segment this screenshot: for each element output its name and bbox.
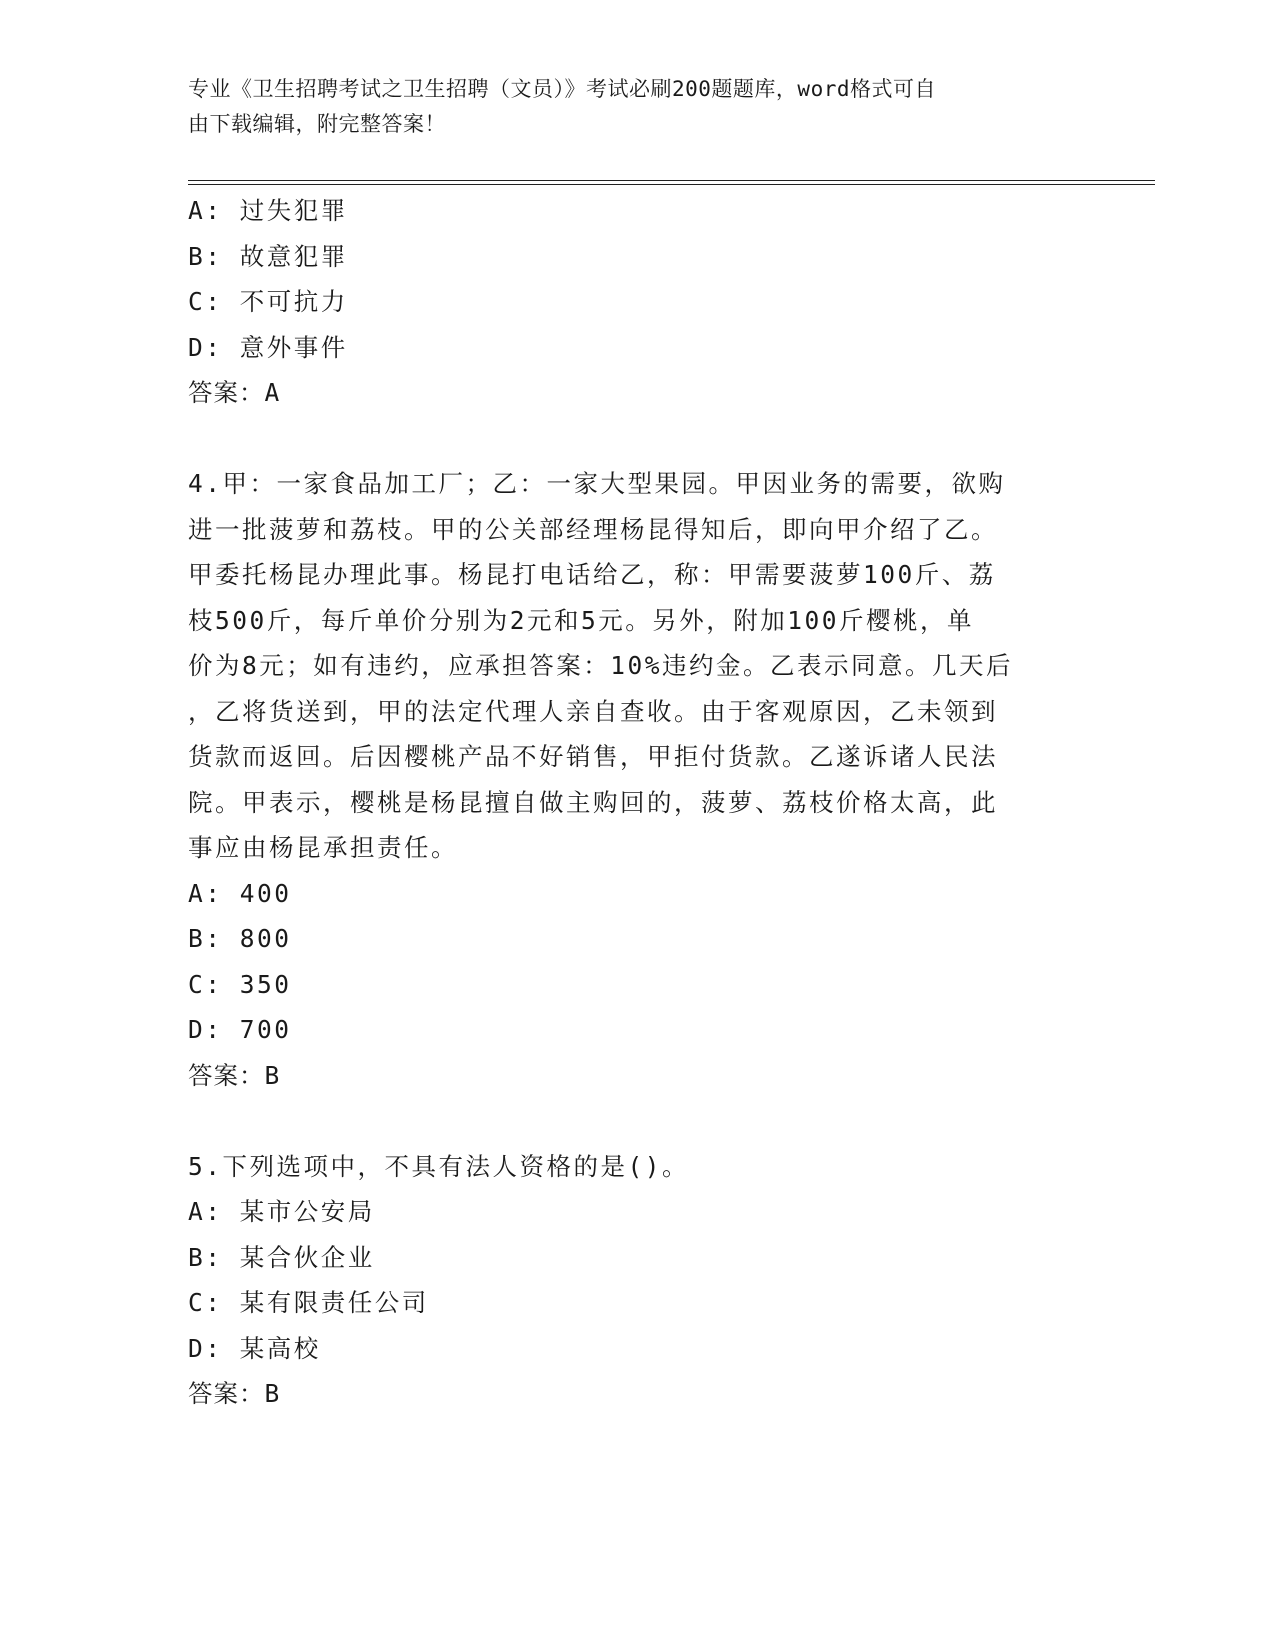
spacer (188, 416, 1088, 462)
option-a: A: 某市公安局 (188, 1197, 375, 1226)
question-text-line: 货款而返回。后因樱桃产品不好销售，甲拒付货款。乙遂诉诸人民法 (188, 742, 998, 771)
option-b: B: 800 (188, 924, 292, 953)
question-text-line: 甲委托杨昆办理此事。杨昆打电话给乙，称：甲需要菠萝100斤、荔 (188, 560, 996, 589)
option-a: A: 过失犯罪 (188, 196, 348, 225)
question-3-block (188, 188, 1088, 416)
document-header (188, 72, 1078, 142)
option-a: A: 400 (188, 878, 292, 908)
header-divider-top (188, 180, 1155, 181)
question-text-line: 4.甲：一家食品加工厂；乙：一家大型果园。甲因业务的需要，欲购 (188, 469, 1006, 498)
spacer (188, 1098, 1088, 1144)
question-text (188, 461, 1068, 871)
header-title-line-2: 由下载编辑，附完整答案！ (188, 112, 446, 136)
question-text-line: ，乙将货送到，甲的法定代理人亲自查收。由于客观原因，乙未领到 (188, 696, 998, 726)
option-d: D: 意外事件 (188, 332, 348, 362)
question-text-line: 院。甲表示，樱桃是杨昆擅自做主购回的，菠萝、荔枝价格太高，此 (188, 787, 998, 817)
question-text-line: 进一批菠萝和荔枝。甲的公关部经理杨昆得知后，即向甲介绍了乙。 (188, 514, 998, 544)
header-divider-bottom (188, 184, 1155, 185)
option-b: B: 故意犯罪 (188, 241, 348, 271)
answer-line: 答案：A (188, 378, 281, 407)
option-d: D: 某高校 (188, 1333, 321, 1363)
question-text-line: 事应由杨昆承担责任。 (188, 833, 458, 862)
option-c: C: 某有限责任公司 (188, 1288, 429, 1317)
question-text-line: 枝500斤，每斤单价分别为2元和5元。另外，附加100斤樱桃，单 (188, 605, 974, 635)
option-d: D: 700 (188, 1015, 292, 1044)
answer-line: 答案：B (188, 1060, 281, 1090)
option-c: C: 不可抗力 (188, 287, 348, 316)
document-body (188, 188, 1088, 1417)
question-text: 5.下列选项中，不具有法人资格的是()。 (188, 1151, 689, 1181)
question-5-block (188, 1144, 1088, 1417)
header-title-line-1: 专业《卫生招聘考试之卫生招聘（文员）》考试必刷200题题库，word格式可自 (188, 77, 936, 101)
question-text-line: 价为8元；如有违约，应承担答案：10%违约金。乙表示同意。几天后 (188, 651, 1013, 680)
option-b: B: 某合伙企业 (188, 1242, 375, 1272)
question-4-block (188, 461, 1088, 1098)
answer-line: 答案：B (188, 1379, 281, 1408)
option-c: C: 350 (188, 969, 292, 999)
